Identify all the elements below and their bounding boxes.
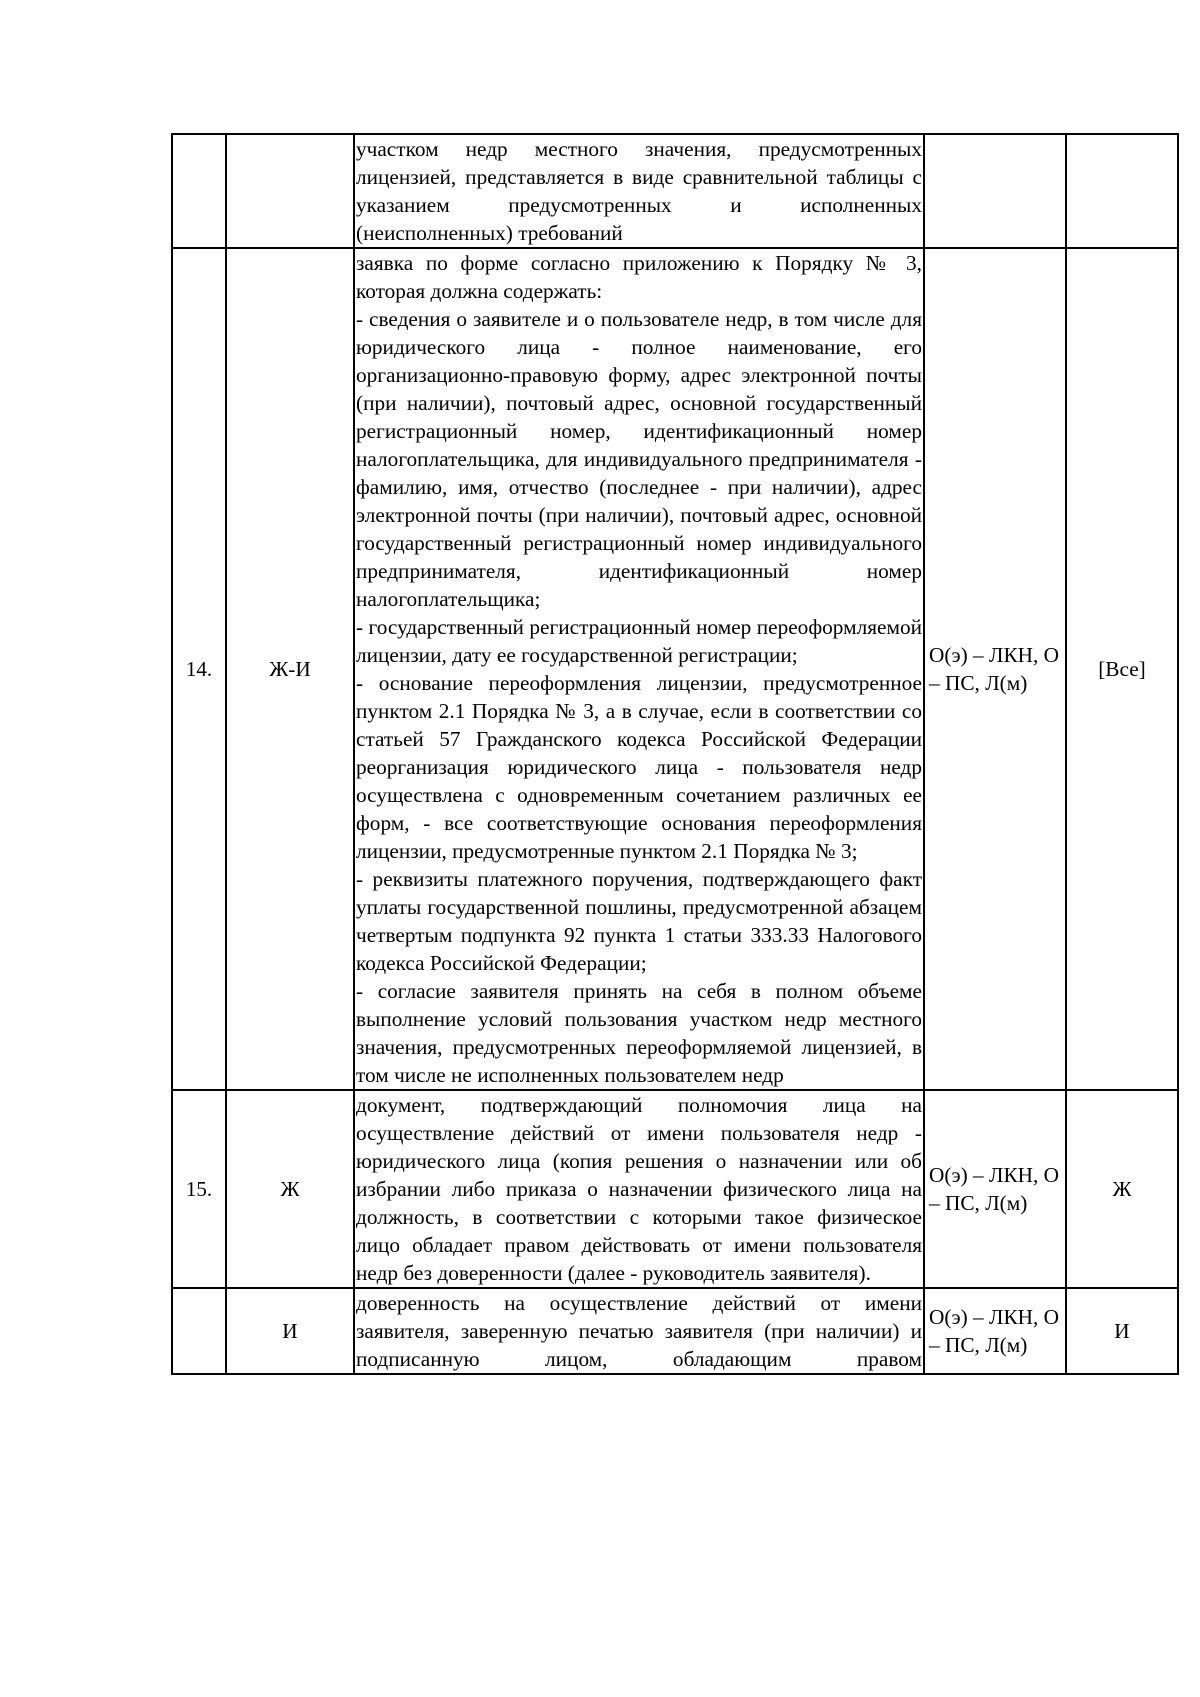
description-paragraph: - основание переоформления лицензии, предусмотренное пунктом 2.1 Порядка № 3, а в случае, если в соответствии со статьей 57 Гражданского кодекса Российской Федерации реорганизация юридического лица - пользователя недр осуществлена с одновременным сочетанием различных ее форм, - все соответствующие основания переоформления лицензии, предусмотренные пунктом 2.1 Порядка № 3; <box>356 671 922 863</box>
row-group <box>226 134 354 248</box>
table-row <box>172 1090 1178 1288</box>
row-group: Ж <box>226 1090 354 1288</box>
row-number: 14. <box>172 248 226 1090</box>
row-number <box>172 1288 226 1374</box>
description-paragraph: - реквизиты платежного поручения, подтверждающего факт уплаты государственной пошлины, предусмотренной абзацем четвертым подпункта 92 пункта 1 статьи 333.33 Налогового кодекса Российской Федерации; <box>356 867 922 975</box>
description-paragraph: доверенность на осуществление действий от имени заявителя, заверенную печатью заявителя (при наличии) и подписанную лицом, обладающим правом <box>356 1291 922 1371</box>
row-number: 15. <box>172 1090 226 1288</box>
row-description <box>354 248 924 1090</box>
description-paragraph: - согласие заявителя принять на себя в полном объеме выполнение условий пользования участком недр местного значения, предусмотренных переоформляемой лицензией, в том числе не исполненных пользователем недр <box>356 979 922 1087</box>
row-description <box>354 1090 924 1288</box>
row-group: И <box>226 1288 354 1374</box>
table-row <box>172 248 1178 1090</box>
table-row <box>172 134 1178 248</box>
row-form <box>924 134 1066 248</box>
row-form: О(э) – ЛКН, О – ПС, Л(м) <box>924 1090 1066 1288</box>
row-applies: [Все] <box>1066 248 1178 1090</box>
description-paragraph: - сведения о заявителе и о пользователе недр, в том числе для юридического лица - полное наименование, его организационно-правовую форму, адрес электронной почты (при наличии), почтовый адрес, основной государственный регистрационный номер, идентификационный номер налогоплательщика, для индивидуального предпринимателя - фамилию, имя, отчество (последнее - при наличии), адрес электронной почты (при наличии), почтовый адрес, основной государственный регистрационный номер индивидуального предпринимателя, идентификационный номер налогоплательщика; <box>356 307 922 611</box>
row-description <box>354 134 924 248</box>
description-paragraph: заявка по форме согласно приложению к Порядку № 3, которая должна содержать: <box>356 251 922 303</box>
row-form: О(э) – ЛКН, О – ПС, Л(м) <box>924 1288 1066 1374</box>
description-paragraph: документ, подтверждающий полномочия лица на осуществление действий от имени пользователя недр - юридического лица (копия решения о назначении или об избрании либо приказа о назначении физического лица на должность, в соответствии с которыми такое физическое лицо обладает правом действовать от имени пользователя недр без доверенности (далее - руководитель заявителя). <box>356 1093 922 1285</box>
row-group: Ж-И <box>226 248 354 1090</box>
row-applies: Ж <box>1066 1090 1178 1288</box>
row-applies <box>1066 134 1178 248</box>
row-form: О(э) – ЛКН, О – ПС, Л(м) <box>924 248 1066 1090</box>
row-applies: И <box>1066 1288 1178 1374</box>
description-paragraph: участком недр местного значения, предусмотренных лицензией, представляется в виде сравнительной таблицы с указанием предусмотренных и исполненных (неисполненных) требований <box>356 137 922 245</box>
requirements-table <box>171 133 1179 1375</box>
row-description <box>354 1288 924 1374</box>
table-row <box>172 1288 1178 1374</box>
description-paragraph: - государственный регистрационный номер переоформляемой лицензии, дату ее государственной регистрации; <box>356 615 922 667</box>
row-number <box>172 134 226 248</box>
